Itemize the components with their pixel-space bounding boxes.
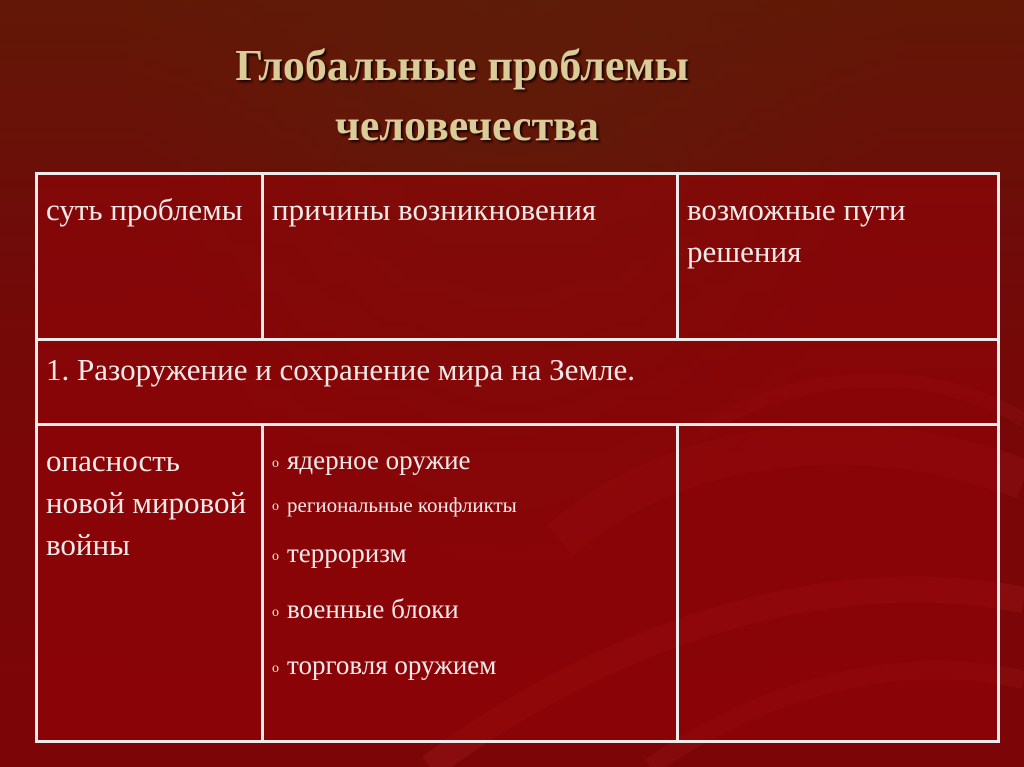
- header-solutions: возможные пути решения: [678, 174, 999, 340]
- solutions-cell: [678, 425, 999, 742]
- problems-table: [35, 172, 1000, 743]
- cause-label: военные блоки: [287, 594, 459, 624]
- causes-cell: [263, 425, 678, 742]
- table-header-row: [37, 174, 999, 340]
- table-row: [37, 425, 999, 742]
- slide-title: [0, 36, 924, 156]
- bullet-icon: o: [272, 605, 279, 620]
- slide-title-line-2: человечества: [335, 101, 599, 150]
- header-causes: причины возникновения: [263, 174, 678, 340]
- bullet-icon: o: [272, 456, 279, 471]
- section-row: [37, 340, 999, 425]
- bullet-icon: o: [272, 549, 279, 564]
- essence-cell: опасность новой мировой войны: [37, 425, 263, 742]
- cause-label: региональные конфликты: [287, 493, 517, 517]
- list-item: [272, 640, 668, 696]
- bullet-icon: o: [272, 661, 279, 676]
- cause-label: терроризм: [287, 538, 407, 568]
- header-essence: суть проблемы: [37, 174, 263, 340]
- slide-title-line-1: Глобальные проблемы: [235, 41, 689, 90]
- bullet-icon: o: [272, 499, 279, 514]
- causes-list: [272, 440, 668, 696]
- list-item: [272, 440, 668, 486]
- section-title: 1. Разоружение и сохранение мира на Земле.: [37, 340, 999, 425]
- list-item: [272, 486, 668, 528]
- list-item: [272, 584, 668, 640]
- cause-label: ядерное оружие: [287, 445, 471, 475]
- cause-label: торговля оружием: [287, 650, 497, 680]
- list-item: [272, 528, 668, 584]
